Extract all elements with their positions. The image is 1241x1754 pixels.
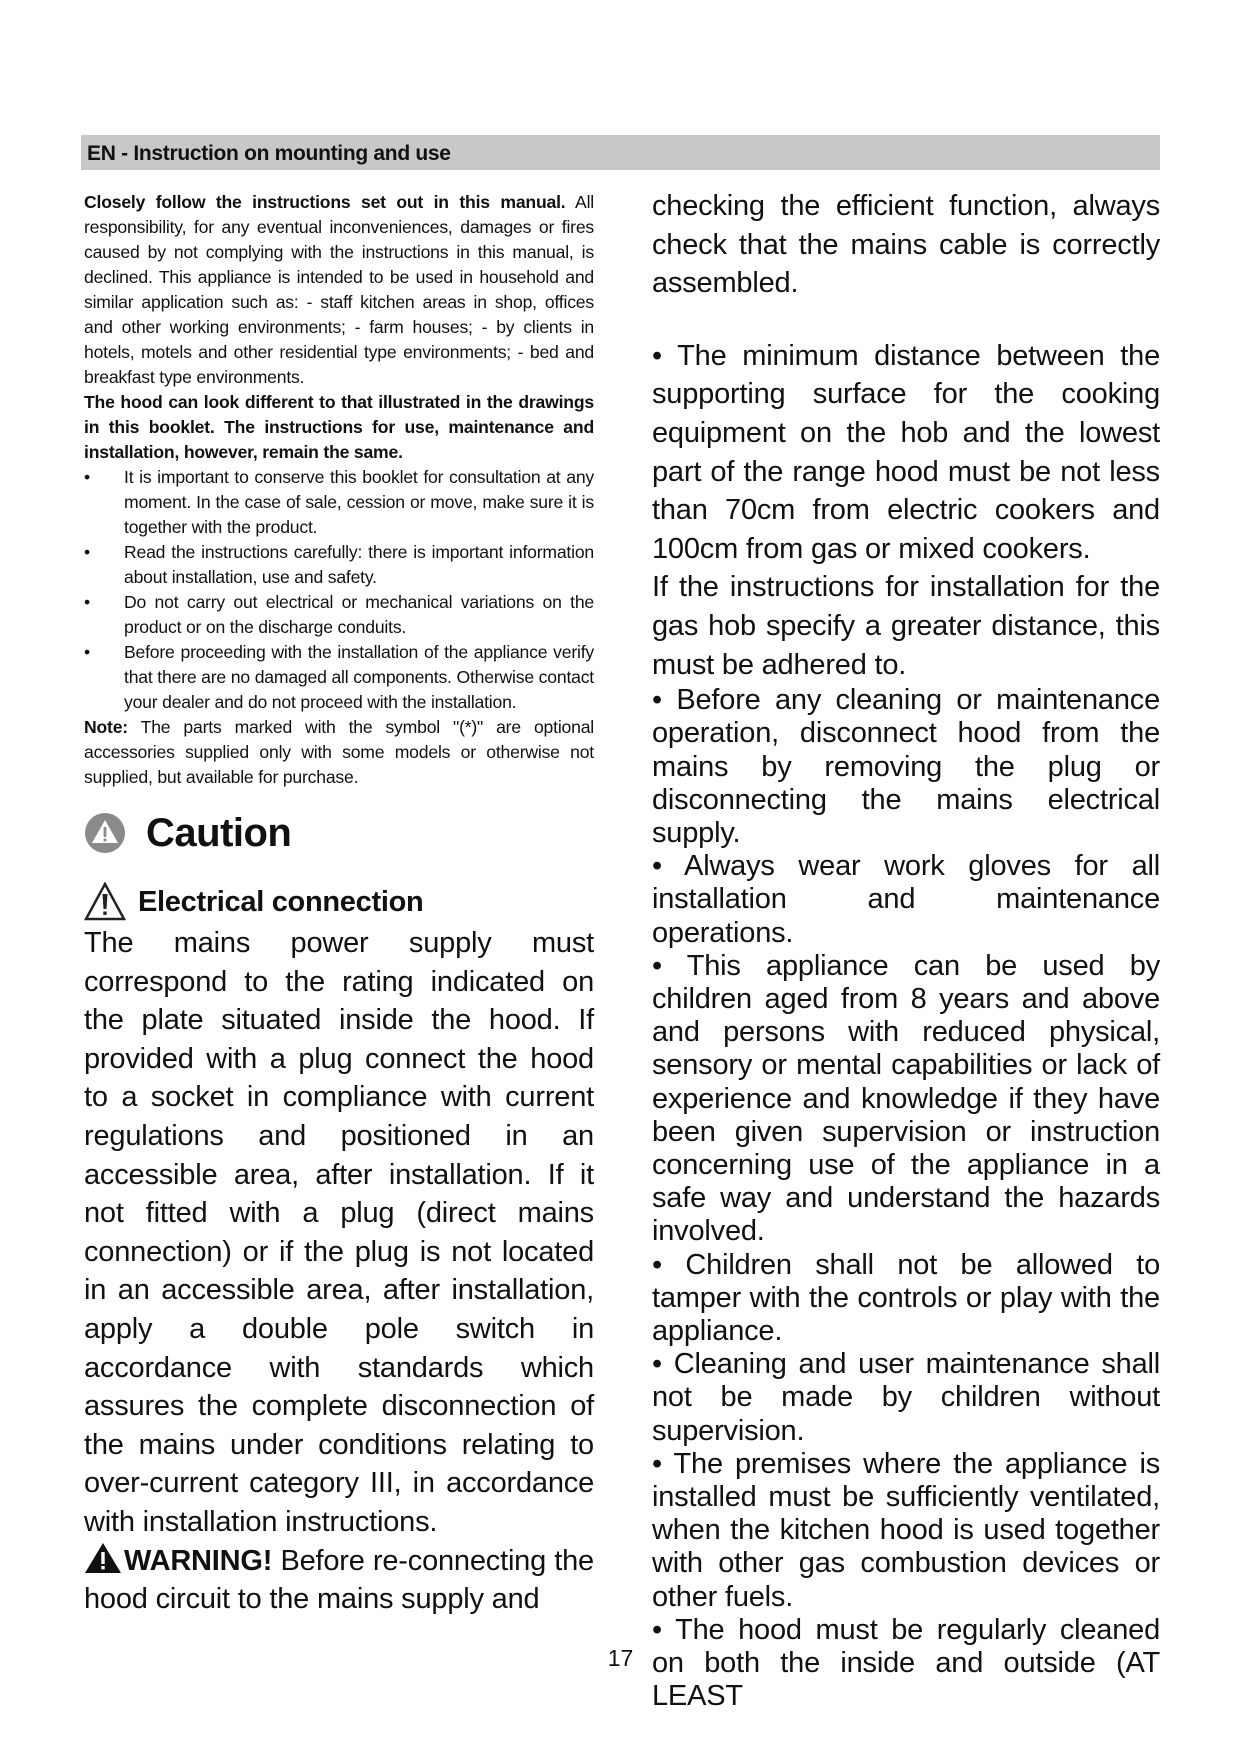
caution-circle-icon (84, 812, 126, 854)
warning-triangle-outline-icon (84, 882, 126, 922)
page-number: 17 (607, 1645, 634, 1671)
list-item: • The premises where the appliance is installed must be sufficiently ventilated, when the kitchen hood is used together with other gas combustion devices or other fuels. (652, 1447, 1160, 1613)
hood-note: The hood can look different to that illustrated in the drawings in this booklet. The instructions for use, maintenance and installation, however, remain the same. (84, 392, 594, 462)
list-item: • The hood must be regularly cleaned on both the inside and outside (AT LEAST (652, 1613, 1160, 1713)
warning-text: Before re-connecting the hood circuit to the mains supply and (84, 1544, 594, 1616)
note-label: Note: (84, 717, 128, 737)
note-text: The parts marked with the symbol "(*)" are optional accessories supplied only with some models or otherwise not supplied, but available for purchase. (84, 717, 594, 787)
continuation-paragraph: checking the efficient function, always check that the mains cable is correctly assembled. (652, 190, 1160, 300)
electrical-paragraph: The mains power supply must correspond to the rating indicated on the plate situated inside the hood. If provided with a plug connect the hood to a socket in compliance with current regulations and positioned in an accessible area, after installation. If it not fitted with a plug (direct mains connection) or if the plug is not located in an accessible area, after installation, apply a double pole switch in accordance with standards which assures the complete disconnection of the mains under conditions relating to over-current category III, in accordance with installation instructions. (84, 927, 594, 1538)
list-item: • Children shall not be allowed to tamper with the controls or play with the appliance. (652, 1248, 1160, 1347)
min-distance-paragraph: • The minimum distance between the supporting surface for the cooking equipment on the hob and the lowest part of the range hood must be not less than 70cm from electric cookers and 100cm from gas or mixed cookers. (652, 339, 1160, 565)
section-header-bar (81, 135, 1160, 170)
list-item: • Read the instructions carefully: there is important information about installation, use and safety. (84, 542, 594, 587)
list-item: • This appliance can be used by children aged from 8 years and above and persons with reduced physical, sensory or mental capabilities or lack of experience and knowledge if they have been given supervision or instruction concerning use of the appliance in a safe way and understand the hazards involved. (652, 949, 1160, 1248)
electrical-title: Electrical connection (138, 885, 424, 918)
list-item: • Cleaning and user maintenance shall not be made by children without supervision. (652, 1348, 1160, 1447)
instruction-bullets (84, 465, 594, 715)
intro-paragraph (84, 190, 594, 465)
list-item: • Before any cleaning or maintenance operation, disconnect hood from the mains by removing the plug or disconnecting the mains electrical supply. (652, 684, 1160, 849)
left-column (84, 190, 594, 1619)
gas-hob-paragraph: If the instructions for installation for the gas hob specify a greater distance, this must be adhered to. (652, 571, 1160, 681)
list-item: • Do not carry out electrical or mechanical variations on the product or on the discharge conduits. (84, 592, 594, 637)
list-item: • Before proceeding with the installation of the appliance verify that there are no damaged all components. Otherwise contact your dealer and do not proceed with the installation. (84, 642, 594, 712)
caution-heading (84, 804, 594, 862)
warning-triangle-filled-icon (84, 1542, 122, 1574)
list-item: • It is important to conserve this booklet for consultation at any moment. In the case of sale, cession or move, make sure it is together with the product. (84, 467, 594, 537)
caution-title: Caution (146, 810, 292, 855)
intro-bold: Closely follow the instructions set out in this manual. (84, 192, 566, 212)
note-paragraph (84, 715, 594, 790)
electrical-heading (84, 880, 594, 924)
warning-paragraph (84, 1542, 594, 1619)
list-item: • Always wear work gloves for all installation and maintenance operations. (652, 850, 1160, 949)
section-title: EN - Instruction on mounting and use (87, 142, 451, 165)
intro-text: All responsibility, for any eventual inconveniences, damages or fires caused by not complying with the instructions in this manual, is declined. This appliance is intended to be used in household and similar application such as: - staff kitchen areas in shop, offices and other working environments; - farm houses; - by clients in hotels, motels and other residential type environments; - bed and breakfast type environments. (84, 192, 594, 387)
right-column (652, 187, 1160, 1713)
warning-label: WARNING! (124, 1544, 273, 1577)
